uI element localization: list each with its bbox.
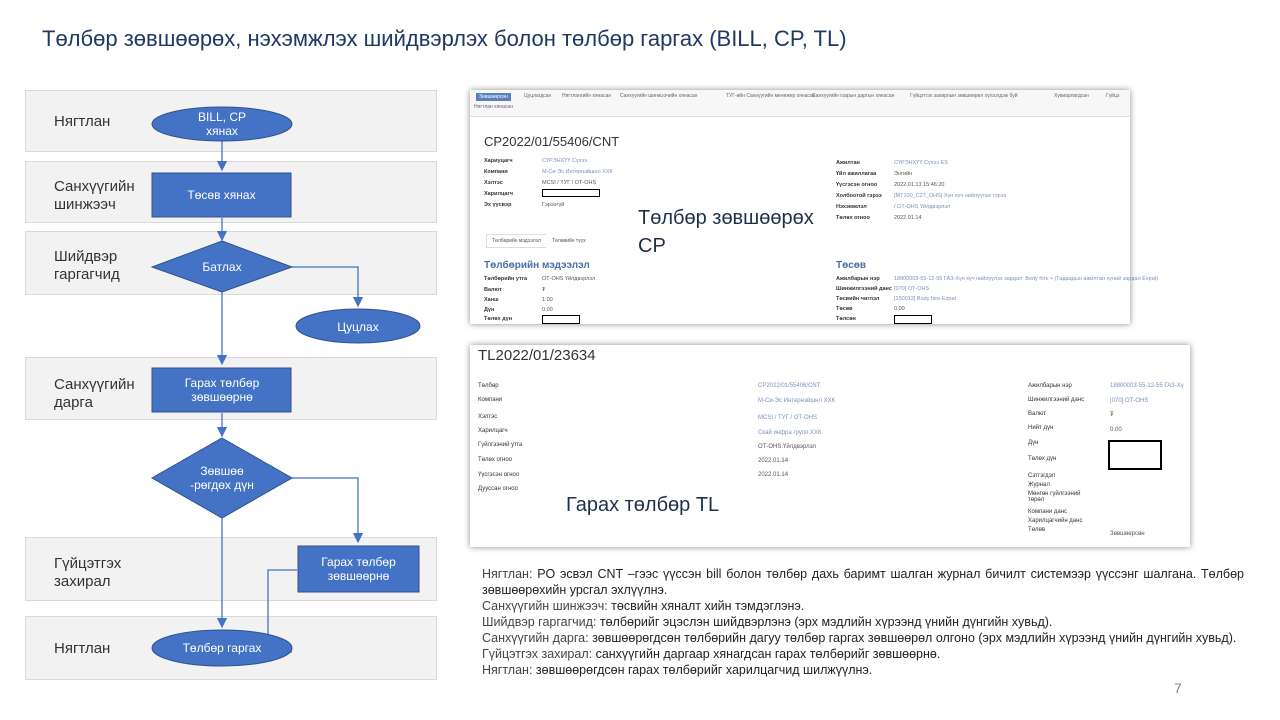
cp-field: Төсөв 0.00	[836, 306, 905, 312]
tl-screenshot	[470, 345, 1190, 547]
cp-field: Эх үүсвэр Гэрээгүй	[484, 202, 565, 208]
lane-label: Шийдвэр гаргагчид	[54, 248, 120, 283]
tl-label: Нийт дүн	[1028, 425, 1054, 431]
cp-field: Ажилбарын нэр 18800003-55-12-55 ГАЗ-Хүн хүч нийлүүлэх зардал: Body hire + (Гадаадын ажилтан хүний зардал Expat)	[836, 276, 1159, 282]
tl-label: Үүсгэсэн огноо	[478, 472, 520, 478]
tl-overlay-label: Гарах төлбөр TL	[566, 494, 720, 516]
crumb: Гүйцэ	[1106, 93, 1120, 99]
tl-label: Төлөв	[1028, 527, 1046, 533]
tl-label: Төлөх огноо	[478, 457, 513, 463]
crumb: Санхүүгийн шинжээчийн хянасан	[620, 93, 698, 99]
tl-label: Шинжилгээний данс	[1028, 397, 1085, 403]
tl-value: Скай инфра групп ХХК	[758, 430, 822, 436]
note: Гүйцэтгэх захирал: санхүүгийн даргаар хянагдсан гарах төлбөрийг зөвшөөрнө.	[482, 647, 941, 661]
tl-label: Компани	[478, 397, 503, 403]
cp-screenshot	[470, 90, 1159, 324]
tl-label: Журнал	[1028, 482, 1050, 488]
cp-field: Валют ₮	[484, 287, 546, 293]
cp-field: Хариуцагч СҮРЭНХҮҮ Сүхээ	[484, 158, 588, 164]
lane-label: Нягтлан	[54, 113, 111, 130]
crumb: Гүйцэтгэх захирлын зөвшөөрөл хүлээгдэж буй	[910, 93, 1018, 99]
cp-field: Дүн 0.00	[484, 307, 553, 313]
tab-payment-info[interactable]: Төлбөрийн мэдээлэл	[486, 234, 547, 248]
crumb: Нягтлангийн хянасан	[562, 93, 612, 99]
page-number: 7	[1174, 680, 1182, 696]
redaction-box	[542, 315, 580, 324]
budget-section-title: Төсөв	[836, 260, 867, 271]
lane-label: Санхүүгийн шинжээч	[54, 178, 135, 213]
cp-field: Үүсгэсэн огноо 2022.01.13 15:46:20	[836, 182, 945, 188]
note: Нягтлан: PO эсвэл CNT –гээс үүссэн bill болон төлбөр дахь баримт шалган журнал бичилт системээр үүссэнг шалгана. Төлбөр зөвшөөрөхийн урсгал эхлүүлнэ.	[482, 567, 1244, 597]
notes	[482, 566, 1244, 678]
cp-field: Нэхэмжлэл / ОТ-OHS Үйлдвэрлэл	[836, 204, 951, 210]
cp-field: Ханш 1.00	[484, 297, 553, 303]
approved-amount-label: Зөвшөө -рөгдөх дүн	[190, 464, 254, 492]
tl-value: 0.00	[1110, 427, 1122, 433]
note: Санхүүгийн шинжээч: төсвийн хяналт хийн тэмдэглэнэ.	[482, 599, 805, 613]
tl-label: Хэлтэс	[478, 414, 498, 420]
tl-label: Харилцагчийн данс	[1028, 518, 1083, 524]
crumb: Санхүүгийн газрын даргын хянасан	[812, 93, 895, 99]
cp-field: Үйл ажиллагаа Энгийн	[836, 171, 913, 177]
tl-label: Ажилбарын нэр	[1028, 383, 1072, 389]
connector	[292, 478, 358, 542]
tl-value: MCSI / ТУГ / ОТ-OHS	[758, 415, 818, 421]
note: Шийдвэр гаргагчид: төлбөрийг эцэслэн шийдвэрлэнэ (эрх мэдлийн хүрээнд үнийн дүнгийн хувьд).	[482, 615, 1053, 629]
lane-label: Санхүүгийн дарга	[54, 376, 135, 411]
tl-label: Харилцагч	[478, 428, 508, 434]
tl-value: 2022.01.14	[758, 472, 789, 478]
cancel-label: Цуцлах	[337, 320, 379, 334]
lane-label: Нягтлан	[54, 640, 111, 657]
tl-value: Зөвшөөрсөн	[1110, 531, 1145, 537]
redaction-box	[894, 315, 932, 324]
tl-label: Мөнгөн гүйлгээний төрөл	[1028, 491, 1081, 503]
cp-field: Ажилтан СҮРЭНХҮҮ Сүхээ ЕS	[836, 160, 948, 166]
connector	[292, 267, 358, 306]
crumb: Цуцлагдсан	[524, 93, 552, 99]
end-label: Төлбөр гаргах	[182, 641, 262, 655]
cp-status-bar	[470, 90, 1130, 117]
tl-label: Дууссан огноо	[478, 486, 518, 492]
tl-value: CP2022/01/55406/CNT	[758, 383, 821, 389]
tl-label: Сэтгэгдэл	[1028, 473, 1056, 479]
redaction-box	[542, 189, 600, 197]
tl-label: Гүйлгээний утга	[478, 442, 523, 448]
tab-status-history[interactable]: Төлөвийн түүх	[546, 234, 592, 248]
crumb: Зөвшөөрсөн	[476, 93, 511, 101]
cp-field: Төлбөрийн утга ОТ-OHS Үйлдвэрлэл	[484, 276, 596, 282]
crumb: ТУГ-ийн Санхүүгийн менежер хянасан	[726, 93, 816, 99]
cp-field: Хэлтэс MCSI / ТУГ / ОТ-OHS	[484, 180, 597, 186]
cp-field: Харилцагч	[484, 191, 513, 197]
tl-value: ₮	[1110, 412, 1114, 418]
outgoing-approve-label: Гарах төлбөр зөвшөөрнө	[184, 376, 260, 404]
tl-value: [070] ОТ-OHS	[1110, 398, 1149, 404]
cp-field: Төлөх огноо 2022.01.14	[836, 215, 922, 221]
tl-label: Төлбөр	[478, 383, 499, 389]
payment-section-title: Төлбөрийн мэдээлэл	[484, 260, 590, 271]
redaction-box	[1108, 440, 1162, 470]
lane-label: Гүйцэтгэх захирал	[54, 555, 122, 590]
tl-value: 2022.01.14	[758, 458, 789, 464]
note: Нягтлан: зөвшөөрөгдсөн гарах төлбөрийг харилцагчид шилжүүлнэ.	[482, 663, 873, 677]
tl-doc-id: TL2022/01/23634	[478, 347, 596, 364]
tl-value: ОТ-OHS:Үйлдвэрлэл	[758, 444, 817, 450]
cp-field: Шинжилгээний данс [070] ОТ-OHS	[836, 286, 930, 292]
page-title: Төлбөр зөвшөөрөх, нэхэмжлэх шийдвэрлэх болон төлбөр гаргах (BILL, CP, TL)	[42, 26, 847, 51]
start-label: BILL, CP хянах	[197, 110, 247, 138]
tl-value: М-Си-Эс Интернэйшнл ХХК	[758, 398, 836, 404]
cp-field: Компани М-Си-Эс Интернэйшнл ХХК	[484, 169, 613, 175]
tl-label: Дүн	[1028, 440, 1039, 446]
ceo-approve-label: Гарах төлбөр зөвшөөрнө	[321, 555, 396, 583]
tl-label: Төлөх дүн	[1028, 456, 1057, 462]
tl-label: Валют	[1028, 411, 1046, 417]
crumb: Нягтлан хянасан	[474, 104, 513, 110]
tl-label: Компани данс	[1028, 509, 1068, 515]
tl-value: 18800003-55-12-55 ГАЗ-Хү	[1110, 383, 1184, 389]
cp-field: Төлсөн	[836, 316, 856, 322]
cp-field: Холбоотой гэрээ [MT100_C27_OHS] Хүн хүч нийлүүлэх гэрээ	[836, 193, 1007, 199]
approve-label: Батлах	[202, 260, 242, 274]
cp-overlay-label: Төлбөр зөвшөөрөх CP	[638, 207, 814, 257]
cp-doc-id: CP2022/01/55406/CNT	[484, 134, 620, 149]
crumb: Хувиарлагдсан	[1054, 93, 1089, 99]
cp-field: Төлөх дүн	[484, 316, 513, 322]
note: Санхүүгийн дарга: зөвшөөрөгдсөн төлбөрийн дагуу төлбөр гаргах зөвшөөрөл олгоно (эрх мэдлийн хүрээнд үнийн дүнгийн хувьд).	[482, 631, 1237, 645]
cp-field: Төсвийн чиглэл [150012] Body hire-Expat	[836, 296, 957, 302]
budget-check-label: Төсөв хянах	[187, 188, 256, 202]
